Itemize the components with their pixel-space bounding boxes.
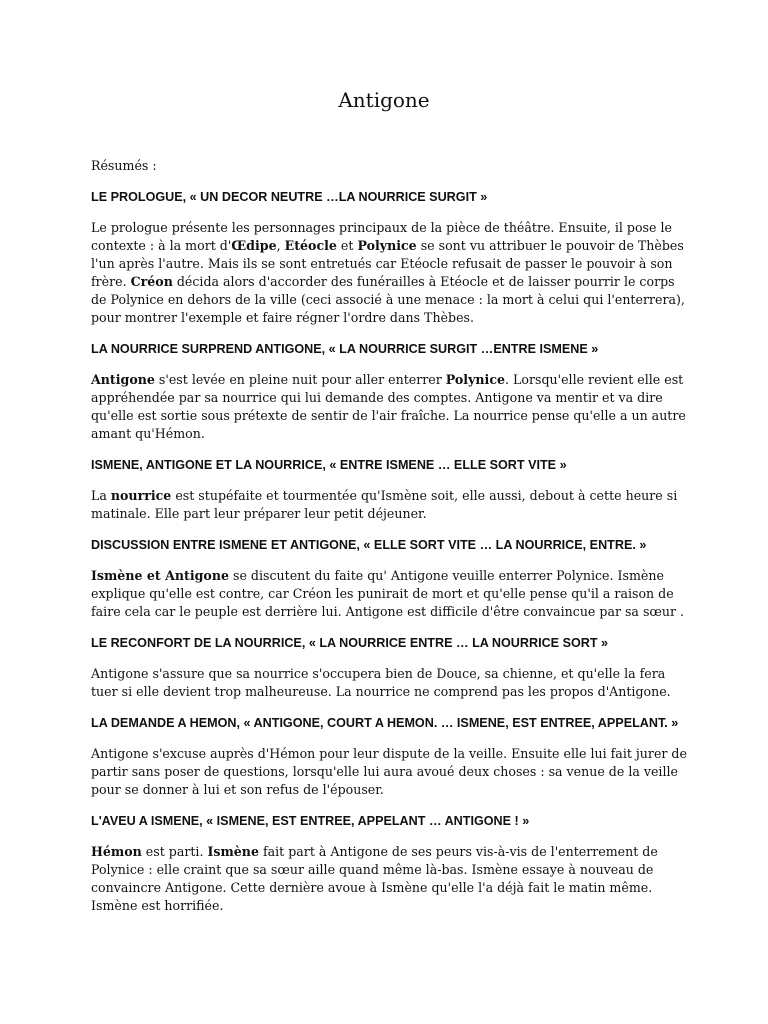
- bold-name: Antigone: [91, 372, 155, 387]
- resumes-label: Résumés :: [91, 158, 157, 173]
- bold-name: Etéocle: [284, 238, 337, 253]
- text-run: Le prologue présente les personnages principaux de la pièce de théâtre. Ensuite, il pose le contexte : à la mort d': [91, 220, 672, 253]
- text-run: fait part à Antigone de ses peurs vis-à-vis de l'enterrement de Polynice : elle craint que sa sœur aille quand même là-bas. Ismène essaye à nouveau de convaincre Antigone. Cette dernière avoue à Ismène qu'elle l'a déjà fait le matin même. Ismène est horrifiée.: [91, 844, 658, 913]
- text-run: décida alors d'accorder des funérailles à Etéocle et de laisser pourrir le corps de Polynice en dehors de la ville (ceci associé à une menace : la mort à celui qui l'enterrera), pour montrer l'exemple et faire régner l'ordre dans Thèbes.: [91, 274, 685, 325]
- text-run: . Lorsqu'elle revient elle est appréhendée par sa nourrice qui lui demande des comptes. Antigone va mentir et va dire qu'elle est sortie sous prétexte de sentir de l'air fraîche. La nourrice pense qu'elle a un autre amant qu'Hémon.: [91, 372, 686, 441]
- text-run: Antigone s'assure que sa nourrice s'occupera bien de Douce, sa chienne, et qu'elle la fera tuer si elle devient trop malheureuse. La nourrice ne comprend pas les propos d'Antigone.: [91, 666, 671, 699]
- bold-name: nourrice: [110, 488, 172, 503]
- section-paragraph: [91, 567, 691, 621]
- text-run: Antigone s'excuse auprès d'Hémon pour leur dispute de la veille. Ensuite elle lui fait jurer de partir sans poser de questions, lorsqu'elle lui aura avoué deux choses : sa venue de la veille pour se donner à lui et son refus de l'épouser.: [91, 746, 687, 797]
- section-heading: LE RECONFORT DE LA NOURRICE, « LA NOURRICE ENTRE … LA NOURRICE SORT »: [91, 636, 609, 650]
- text-run: se sont vu attribuer le pouvoir de Thèbes l'un après l'autre. Mais ils se sont entretués car Etéocle refusait de passer le pouvoir à son frère.: [91, 238, 684, 289]
- section-heading: LA DEMANDE A HEMON, « ANTIGONE, COURT A HEMON. … ISMENE, EST ENTREE, APPELANT. »: [91, 716, 679, 730]
- section-heading: DISCUSSION ENTRE ISMENE ET ANTIGONE, « ELLE SORT VITE … LA NOURRICE, ENTRE. »: [91, 538, 647, 552]
- section-paragraph: [91, 665, 691, 701]
- section-paragraph: [91, 745, 691, 799]
- text-run: s'est levée en pleine nuit pour aller enterrer: [154, 372, 446, 387]
- section-heading: L'AVEU A ISMENE, « ISMENE, EST ENTREE, APPELANT … ANTIGONE ! »: [91, 814, 530, 828]
- text-run: et: [336, 238, 358, 253]
- section-heading: LA NOURRICE SURPREND ANTIGONE, « LA NOURRICE SURGIT …ENTRE ISMENE »: [91, 342, 599, 356]
- section-paragraph: [91, 371, 691, 443]
- text-run: est parti.: [141, 844, 208, 859]
- section-heading: LE PROLOGUE, « UN DECOR NEUTRE …LA NOURRICE SURGIT »: [91, 190, 488, 204]
- section-heading: ISMENE, ANTIGONE ET LA NOURRICE, « ENTRE ISMENE … ELLE SORT VITE »: [91, 458, 567, 472]
- bold-name: Œdipe: [231, 238, 277, 253]
- text-run: se discutent du faite qu' Antigone veuille enterrer Polynice. Ismène explique qu'elle est contre, car Créon les punirait de mort et qu'elle pense qu'il a raison de faire cela car le peuple est derrière lui. Antigone est difficile d'être convaincue par sa sœur .: [91, 568, 685, 619]
- bold-name: Créon: [130, 274, 173, 289]
- bold-name: Polynice: [357, 238, 417, 253]
- document-body: [91, 157, 691, 928]
- text-run: est stupéfaite et tourmentée qu'Ismène soit, elle aussi, debout à cette heure si matinale. Elle part leur préparer leur petit déjeuner.: [91, 488, 678, 521]
- bold-name: Ismène: [207, 844, 259, 859]
- bold-name: Hémon: [91, 844, 142, 859]
- section-paragraph: [91, 487, 691, 523]
- text-run: La: [91, 488, 111, 503]
- section-paragraph: [91, 843, 691, 915]
- document-title: Antigone: [338, 88, 430, 112]
- bold-name: Polynice: [445, 372, 506, 387]
- text-run: ,: [276, 238, 285, 253]
- bold-name: Ismène et Antigone: [91, 568, 229, 583]
- section-paragraph: [91, 219, 691, 327]
